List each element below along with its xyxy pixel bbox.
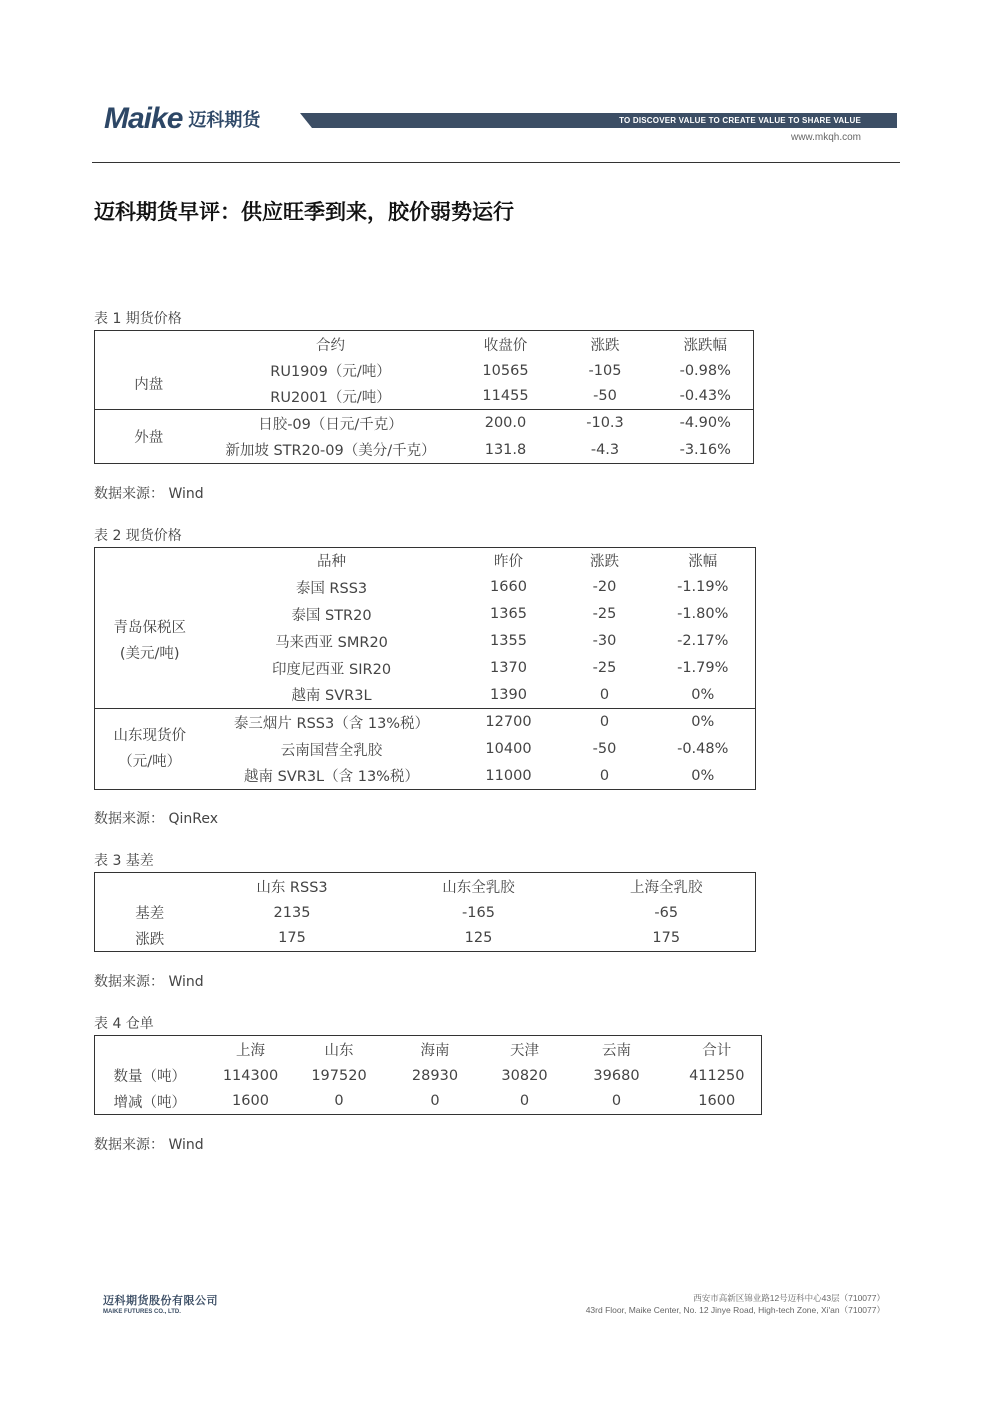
table-cell: 云南国营全乳胶 <box>280 742 383 759</box>
table-cell: 12700 <box>459 709 559 736</box>
table-row <box>95 358 754 384</box>
table-cell: 日胶-09（日元/千克） <box>203 410 459 437</box>
basis-table <box>94 872 756 952</box>
table-cell: 114300 <box>222 1067 279 1084</box>
table-row <box>95 1089 762 1115</box>
header-cell: 山东全乳胶 <box>442 879 515 896</box>
table-cell: 0 <box>611 1093 622 1110</box>
table-cell: -50 <box>593 388 617 405</box>
header-cell <box>95 1036 205 1063</box>
table-cell: 1370 <box>490 660 527 676</box>
table-cell: -65 <box>654 904 679 921</box>
table-row <box>95 709 756 736</box>
table-cell: 125 <box>464 930 493 947</box>
table-cell: 175 <box>278 930 306 947</box>
footer-address-en: 43rd Floor, Maike Center, No. 12 Jinye Road, High-tech Zone, Xi'an（710077） <box>585 1305 885 1315</box>
table-cell: 0 <box>334 1093 344 1110</box>
table-row <box>95 410 754 437</box>
header-cell: 涨跌 <box>590 554 619 571</box>
header-cell: 山东 <box>324 1042 354 1059</box>
header-cell: 涨跌幅 <box>683 337 727 354</box>
table-row <box>95 900 756 926</box>
table-cell: -10.3 <box>553 410 658 437</box>
table3-caption: 表 3 基差 <box>94 853 154 869</box>
table-header-row <box>95 873 756 900</box>
group-label: 外盘 <box>95 410 203 464</box>
table-cell: 泰国 STR20 <box>291 607 372 624</box>
table-cell: 1600 <box>232 1093 269 1110</box>
table2-caption: 表 2 现货价格 <box>94 528 182 544</box>
table-row <box>95 1063 762 1089</box>
table-cell: -30 <box>592 633 617 649</box>
header-cell: 海南 <box>420 1042 450 1059</box>
group-label-line: 青岛保税区 <box>113 619 186 636</box>
table-cell: 泰三烟片 RSS3（含 13%税） <box>205 709 459 736</box>
table-cell: 1390 <box>490 686 527 703</box>
table-cell: 马来西亚 SMR20 <box>275 634 388 651</box>
header-cell: 涨跌 <box>590 337 620 354</box>
table3-source: 数据来源： Wind <box>94 974 204 990</box>
group-label <box>95 574 205 709</box>
table-cell: 0% <box>691 686 715 703</box>
table-cell: -2.17% <box>677 633 729 649</box>
footer-company-en: MAIKE FUTURES CO., LTD. <box>103 1309 181 1315</box>
table-cell: 1355 <box>490 633 527 649</box>
table-cell: -4.90% <box>658 410 754 437</box>
table-row <box>95 574 756 601</box>
page-title: 迈科期货早评：供应旺季到来，胶价弱势运行 <box>94 200 514 224</box>
footer-address-cn: 西安市高新区锦业路12号迈科中心43层（710077） <box>693 1293 885 1303</box>
table-cell: -1.80% <box>677 606 729 622</box>
table-cell: 11455 <box>482 388 529 405</box>
group-label-unit: (美元/吨) <box>119 645 180 662</box>
table-cell: RU2001（元/吨） <box>270 389 391 406</box>
table-cell: 10400 <box>485 741 532 757</box>
warehouse-receipt-table <box>94 1035 762 1115</box>
table1-source: 数据来源： Wind <box>94 486 204 502</box>
group-label-unit: （元/吨） <box>118 754 182 770</box>
table-cell: 2135 <box>273 904 311 921</box>
header-cell: 山东 RSS3 <box>256 879 328 896</box>
table-cell: -1.19% <box>677 579 729 595</box>
header-cell: 合约 <box>316 337 345 354</box>
table-cell: -50 <box>592 741 617 757</box>
table-cell: 39680 <box>593 1067 640 1084</box>
header-divider <box>92 162 900 163</box>
table-cell: 越南 SVR3L <box>291 688 372 705</box>
table-cell: -25 <box>592 606 617 622</box>
header-cell: 上海全乳胶 <box>630 879 703 896</box>
table-cell: 新加坡 STR20-09（美分/千克） <box>225 443 436 460</box>
table-cell: -3.16% <box>679 441 731 458</box>
table-cell: 11000 <box>485 767 532 784</box>
table-cell: 涨跌 <box>135 931 165 948</box>
header-cell: 合计 <box>702 1042 732 1059</box>
table-cell: 0% <box>651 709 756 736</box>
table-cell: 0 <box>430 1093 440 1110</box>
table-header-row <box>95 331 754 358</box>
footer-company <box>103 1292 218 1315</box>
header-cell <box>95 873 205 900</box>
table-cell: 1660 <box>490 579 527 595</box>
group-label <box>95 709 205 790</box>
table-cell: 0 <box>519 1093 530 1110</box>
table-cell: 越南 SVR3L（含 13%税） <box>244 769 419 786</box>
table-cell: 数量（吨） <box>113 1069 186 1085</box>
header-cell: 天津 <box>510 1042 539 1059</box>
spot-price-table <box>94 547 756 790</box>
table-cell: 10565 <box>482 362 529 379</box>
logo-chinese-text: 迈科期货 <box>188 110 261 131</box>
header-website: www.mkqh.com <box>790 132 861 143</box>
table-header-row <box>95 548 756 574</box>
table-cell: RU1909（元/吨） <box>270 364 391 380</box>
table-cell: 30820 <box>501 1067 548 1084</box>
company-logo <box>104 100 260 134</box>
table-cell: -0.43% <box>679 388 731 405</box>
header-cell: 品种 <box>317 554 346 571</box>
header-cell: 昨价 <box>494 554 523 571</box>
table-cell: 0% <box>691 767 715 784</box>
table-header-row <box>95 1036 762 1063</box>
table-cell: 1600 <box>698 1093 736 1110</box>
table2-source: 数据来源： QinRex <box>94 811 218 827</box>
table-cell: -20 <box>592 579 617 595</box>
table-cell: -4.3 <box>590 441 620 458</box>
table-cell: -0.48% <box>677 741 729 757</box>
header-cell: 上海 <box>236 1042 265 1059</box>
table-cell: 0 <box>599 686 610 703</box>
table-cell: 131.8 <box>484 441 527 458</box>
table1-caption: 表 1 期货价格 <box>94 311 182 327</box>
table-cell: 200.0 <box>459 410 553 437</box>
logo-latin-text: Maike <box>104 102 183 135</box>
footer-company-cn: 迈科期货股份有限公司 <box>103 1294 218 1307</box>
table-cell: 1365 <box>490 606 527 622</box>
table-cell: 增减（吨） <box>113 1094 186 1111</box>
table-cell: 0 <box>559 709 651 736</box>
table-cell: -105 <box>588 362 622 379</box>
group-label: 内盘 <box>134 376 164 393</box>
table-cell: 印度尼西亚 SIR20 <box>271 661 392 678</box>
table4-source: 数据来源： Wind <box>94 1137 204 1153</box>
table-row <box>95 926 756 952</box>
table4-caption: 表 4 仓单 <box>94 1016 154 1032</box>
table-cell: 411250 <box>689 1067 745 1084</box>
table-cell: -25 <box>592 660 617 676</box>
header-slogan: TO DISCOVER VALUE TO CREATE VALUE TO SHARE VALUE <box>619 116 861 125</box>
table-cell: -1.79% <box>677 660 729 676</box>
futures-price-table <box>94 330 754 464</box>
table-cell: 0 <box>599 767 610 784</box>
table-cell: -0.98% <box>679 362 731 379</box>
group-label-line: 山东现货价 <box>113 728 186 744</box>
table-cell: 175 <box>652 930 681 947</box>
table-cell: 197520 <box>311 1067 367 1084</box>
header-cell: 收盘价 <box>483 337 528 354</box>
table-cell: 28930 <box>411 1067 459 1084</box>
header-cell: 涨幅 <box>688 554 718 571</box>
header-cell: 云南 <box>602 1042 631 1059</box>
footer-address <box>586 1292 885 1316</box>
table-cell: -165 <box>462 904 495 921</box>
table-cell: 基差 <box>135 906 165 922</box>
table-cell: 泰国 RSS3 <box>295 580 368 597</box>
